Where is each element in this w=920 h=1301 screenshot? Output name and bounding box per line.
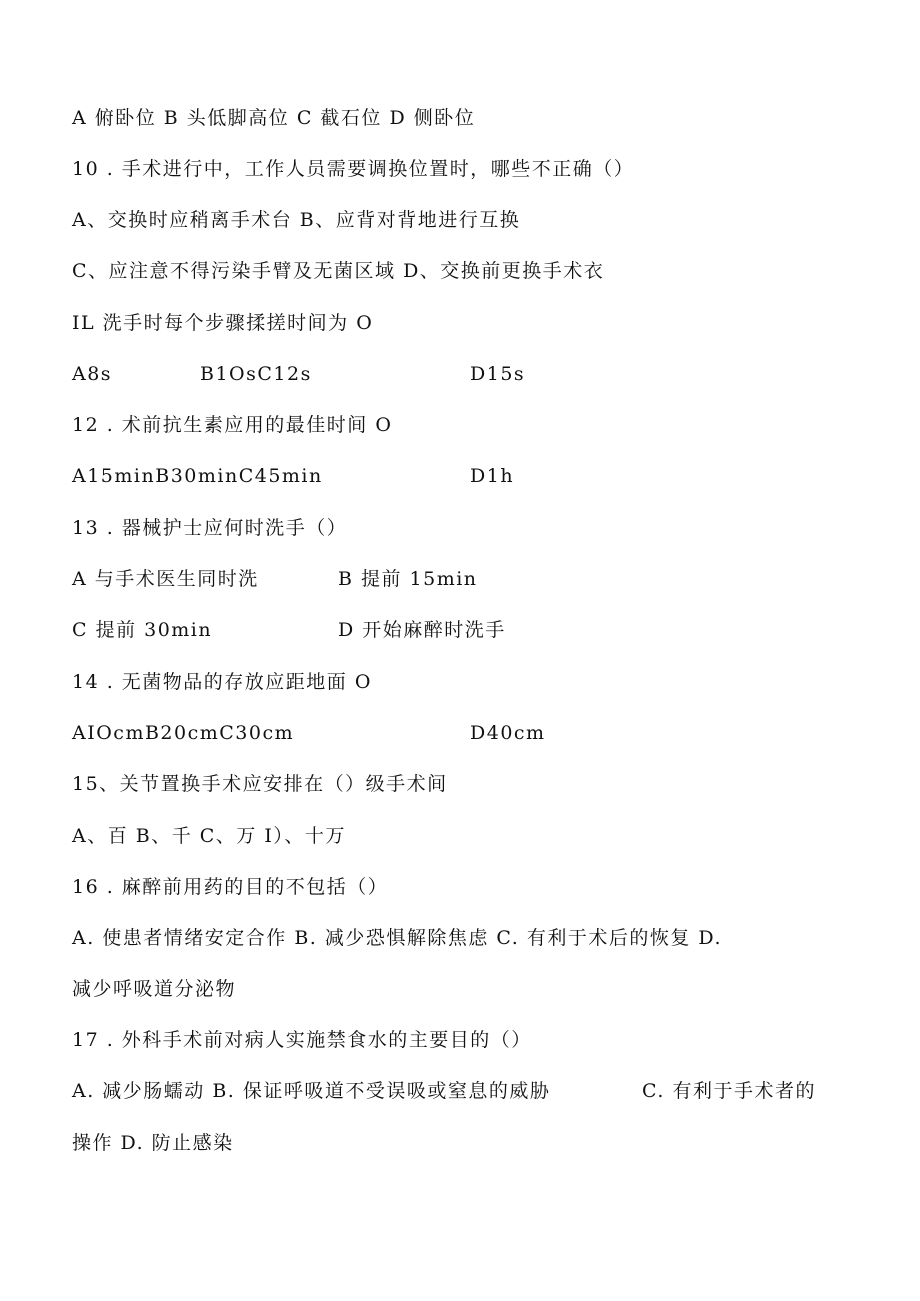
q10-options-ab: A、交换时应稍离手术台 B、应背对背地进行互换 — [72, 209, 521, 231]
q16-options-line2: 减少呼吸道分泌物 — [72, 978, 237, 1000]
q12-option-d: D1h — [470, 465, 515, 487]
question-10: 10 . 手术进行中，工作人员需要调换位置时，哪些不正确（） — [72, 158, 635, 180]
q11-options — [72, 362, 852, 458]
q11-option-a: A8s — [72, 363, 113, 385]
question-13: 13 . 器械护士应何时洗手（） — [72, 517, 348, 539]
q17-options-line2: 操作 D. 防止感染 — [72, 1132, 234, 1154]
q10-options-cd: C、应注意不得污染手臂及无菌区域 D、交换前更换手术衣 — [72, 260, 605, 282]
question-12: 12 . 术前抗生素应用的最佳时间 O — [72, 414, 393, 436]
question-17: 17 . 外科手术前对病人实施禁食水的主要目的（） — [72, 1029, 532, 1051]
q11-option-bc: B1OsC12s — [200, 363, 312, 385]
q14-option-abc: AIOcmB20cmC30cm — [72, 722, 295, 744]
q16-options-line1: A. 使患者情绪安定合作 B. 减少恐惧解除焦虑 C. 有利于术后的恢复 D. — [72, 927, 722, 949]
q11-option-d: D15s — [470, 363, 526, 385]
q13-option-a: A 与手术医生同时洗 — [72, 568, 259, 590]
q13-option-d: D 开始麻醉时洗手 — [338, 619, 506, 641]
q17-option-ab: A. 减少肠蠕动 B. 保证呼吸道不受误吸或窒息的威胁 — [72, 1080, 551, 1102]
question-16: 16 . 麻醉前用药的目的不包括（） — [72, 876, 389, 898]
question-15: 15、关节置换手术应安排在（）级手术间 — [72, 773, 448, 795]
text-line-positions-answer: A 俯卧位 B 头低脚高位 C 截石位 D 侧卧位 — [72, 107, 476, 129]
q14-option-d: D40cm — [470, 722, 546, 744]
q15-options: A、百 B、千 C、万 I）、十万 — [72, 825, 346, 847]
q12-option-abc: A15minB30minC45min — [72, 465, 323, 487]
question-11: IL 洗手时每个步骤揉搓时间为 O — [72, 312, 374, 334]
q13-option-b: B 提前 15min — [338, 568, 478, 590]
question-14: 14 . 无菌物品的存放应距地面 O — [72, 671, 372, 693]
q13-option-c: C 提前 30min — [72, 619, 213, 641]
q17-option-c: C. 有利于手术者的 — [642, 1080, 816, 1102]
